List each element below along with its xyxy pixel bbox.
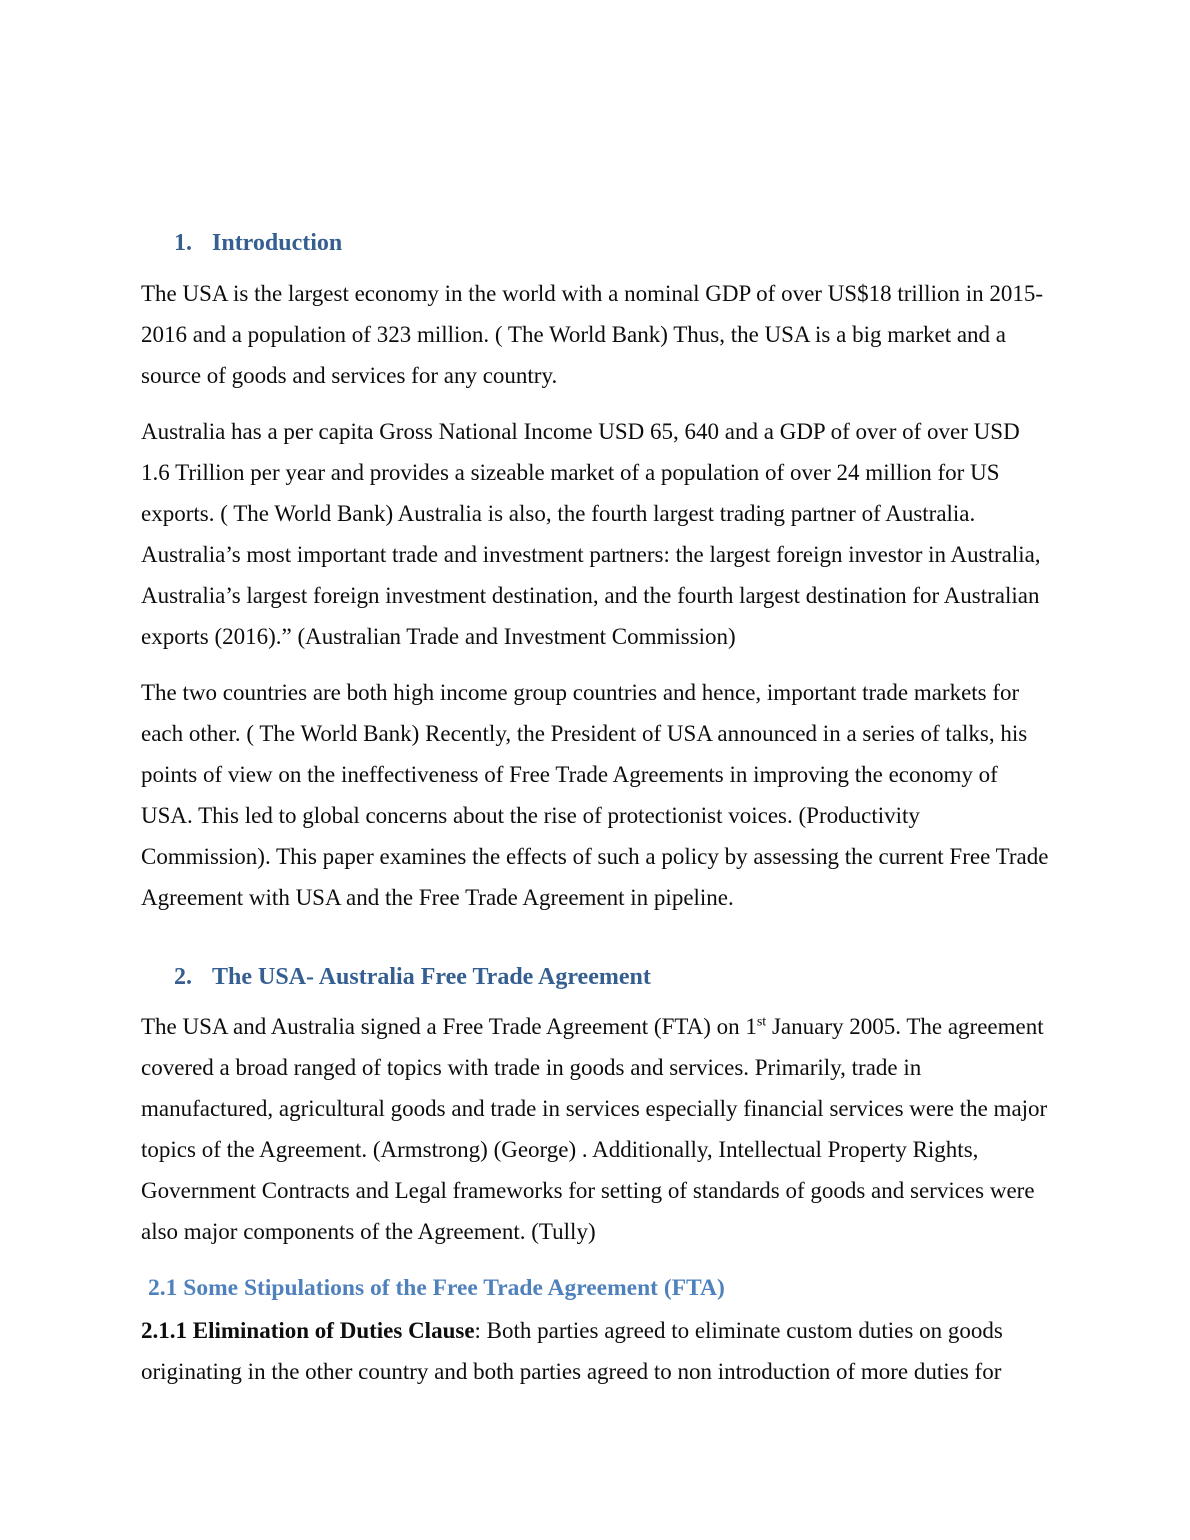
paragraph-intro-3: The two countries are both high income group countries and hence, important trade markets for each other. ( The World Bank) Recently, the President of USA announced in a series of talks, his points of view on the ineffectiveness of Free Trade Agreements in improving the economy of USA. This led to global concerns about the rise of protectionist voices. (Productivity Commission). This paper examines the effects of such a policy by assessing the current Free Trade Agreement with USA and the Free Trade Agreement in pipeline. bbox=[141, 680, 1049, 910]
heading-title: Introduction bbox=[212, 230, 343, 256]
subsection-heading-stipulations: 2.1 Some Stipulations of the Free Trade Agreement (FTA) bbox=[148, 1275, 725, 1301]
paragraph-fta-1-start: The USA and Australia signed a Free Trade Agreement (FTA) on 1 bbox=[141, 1014, 757, 1039]
clause-title-bold: 2.1.1 Elimination of Duties Clause bbox=[141, 1318, 475, 1343]
document-content bbox=[141, 222, 1053, 1392]
ordinal-superscript: st bbox=[756, 1014, 767, 1030]
section-heading-introduction bbox=[141, 222, 1053, 264]
paragraph-fta-1 bbox=[141, 1006, 1053, 1252]
paragraph-fta-1-end: January 2005. The agreement covered a broad ranged of topics with trade in goods and services. Primarily, trade in manufactured, agricultural goods and trade in services especially financial services were the major topics of the Agreement. (Armstrong) (George) . Additionally, Intellectual Property Rights, Government Contracts and Legal frameworks for setting of standards of goods and services were also major components of the Agreement. (Tully) bbox=[141, 1014, 1048, 1244]
section-heading-fta bbox=[141, 956, 1053, 998]
heading-number: 1. bbox=[174, 230, 192, 256]
heading-title: The USA- Australia Free Trade Agreement bbox=[212, 964, 651, 990]
clause-body-text: : Both parties agreed to eliminate custom duties on goods originating in the other country and both parties agreed to non introduction of more duties for bbox=[141, 1318, 1003, 1384]
heading-number: 2. bbox=[174, 964, 192, 990]
paragraph-intro-2: Australia has a per capita Gross National Income USD 65, 640 and a GDP of over of over USD 1.6 Trillion per year and provides a sizeable market of a population of over 24 million for US exports. ( The World Bank) Australia is also, the fourth largest trading partner of Australia. Australia’s most important trade and investment partners: the largest foreign investor in Australia, Australia’s largest foreign investment destination, and the fourth largest destination for Australian exports (2016).” (Australian Trade and Investment Commission) bbox=[141, 419, 1041, 649]
paragraph-stipulations-1 bbox=[141, 1310, 1053, 1392]
paragraph-intro-1: The USA is the largest economy in the world with a nominal GDP of over US$18 trillion in 2015-2016 and a population of 323 million. ( The World Bank) Thus, the USA is a big market and a source of goods and services for any country. bbox=[141, 281, 1044, 388]
